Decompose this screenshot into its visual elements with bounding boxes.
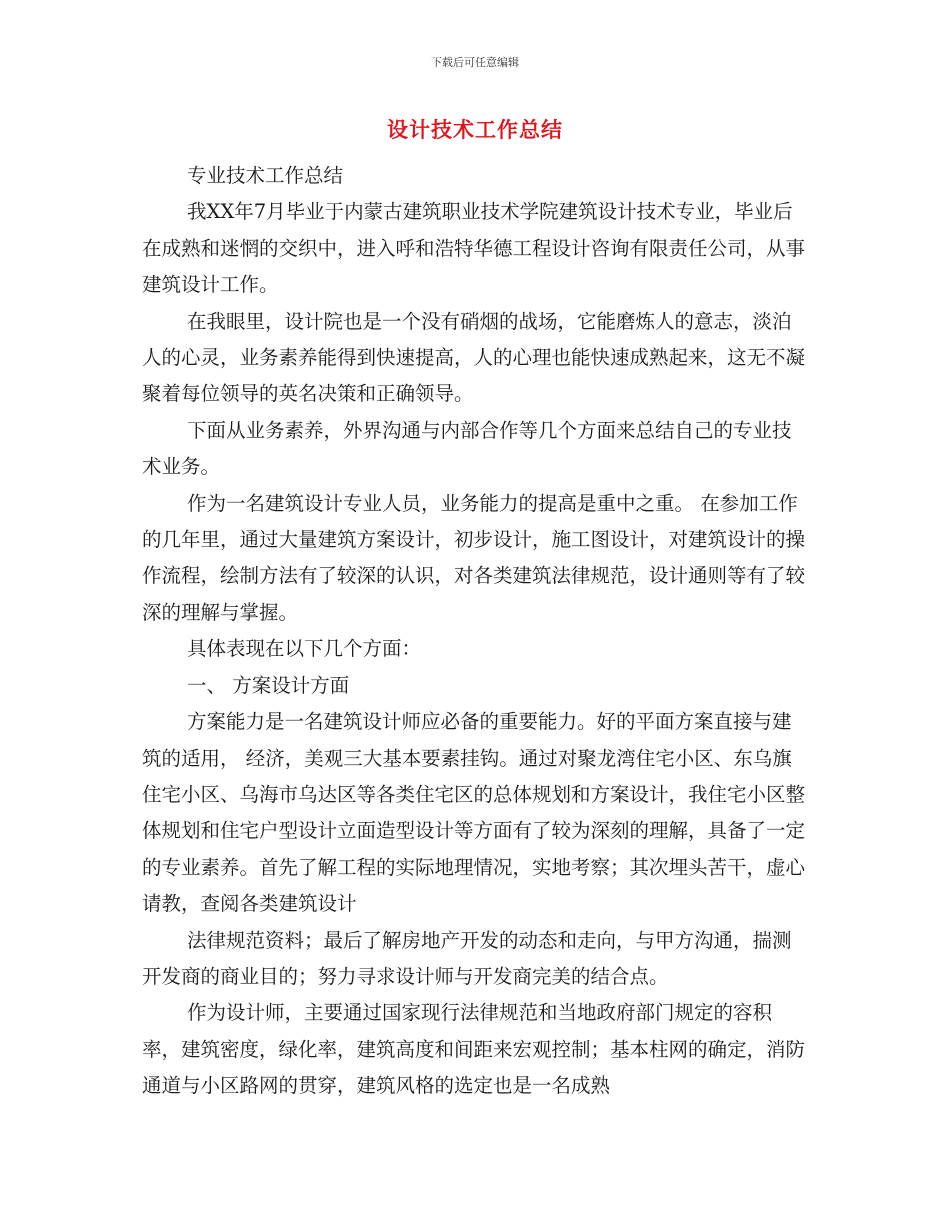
- document-title: 设计技术工作总结: [387, 118, 563, 142]
- paragraph: 在我眼里，设计院也是一个没有硝烟的战场，它能磨炼人的意志，淡泊人的心灵，业务素养能得到快速提高，人的心理也能快速成熟起来，这无不凝聚着每位领导的英名决策和正确领导。: [142, 309, 806, 406]
- page-header-note: 下载后可任意编辑: [431, 56, 519, 69]
- paragraph: 作为一名建筑设计专业人员，业务能力的提高是重中之重。 在参加工作的几年里，通过大量建筑方案设计，初步设计，施工图设计，对建筑设计的操作流程，绘制方法有了较深的认识，对各类建筑法律规范，设计通则等有了较深的理解与掌握。: [142, 491, 806, 624]
- paragraph: 方案能力是一名建筑设计师应必备的重要能力。好的平面方案直接与建筑的适用， 经济，美观三大基本要素挂钩。通过对聚龙湾住宅小区、东乌旗住宅小区、乌海市乌达区等各类住宅区的总体规划和方案设计，我住宅小区整体规划和住宅户型设计立面造型设计等方面有了较为深刻的理解，具备了一定的专业素养。首先了解工程的实际地理情况，实地考察；其次埋头苦干，虚心请教，查阅各类建筑设计: [142, 710, 806, 916]
- document-body: [142, 158, 810, 1105]
- paragraph: 作为设计师，主要通过国家现行法律规范和当地政府部门规定的容积率，建筑密度，绿化率，建筑高度和间距来宏观控制；基本柱网的确定，消防通道与小区路网的贯穿，建筑风格的选定也是一名成熟: [142, 1001, 806, 1098]
- paragraph: 具体表现在以下几个方面：: [187, 637, 422, 661]
- paragraph: 下面从业务素养，外界沟通与内部合作等几个方面来总结自己的专业技术业务。: [142, 418, 792, 479]
- paragraph: 法律规范资料；最后了解房地产开发的动态和走向，与甲方沟通，揣测开发商的商业目的；努力寻求设计师与开发商完美的结合点。: [142, 928, 792, 988]
- section-heading: 一、 方案设计方面: [187, 673, 350, 697]
- paragraph: 专业技术工作总结: [187, 164, 344, 187]
- paragraph: 我XX年7月毕业于内蒙古建筑职业技术学院建筑设计技术专业，毕业后在成熟和迷惘的交织中，进入呼和浩特华德工程设计咨询有限责任公司，从事建筑设计工作。: [142, 200, 806, 297]
